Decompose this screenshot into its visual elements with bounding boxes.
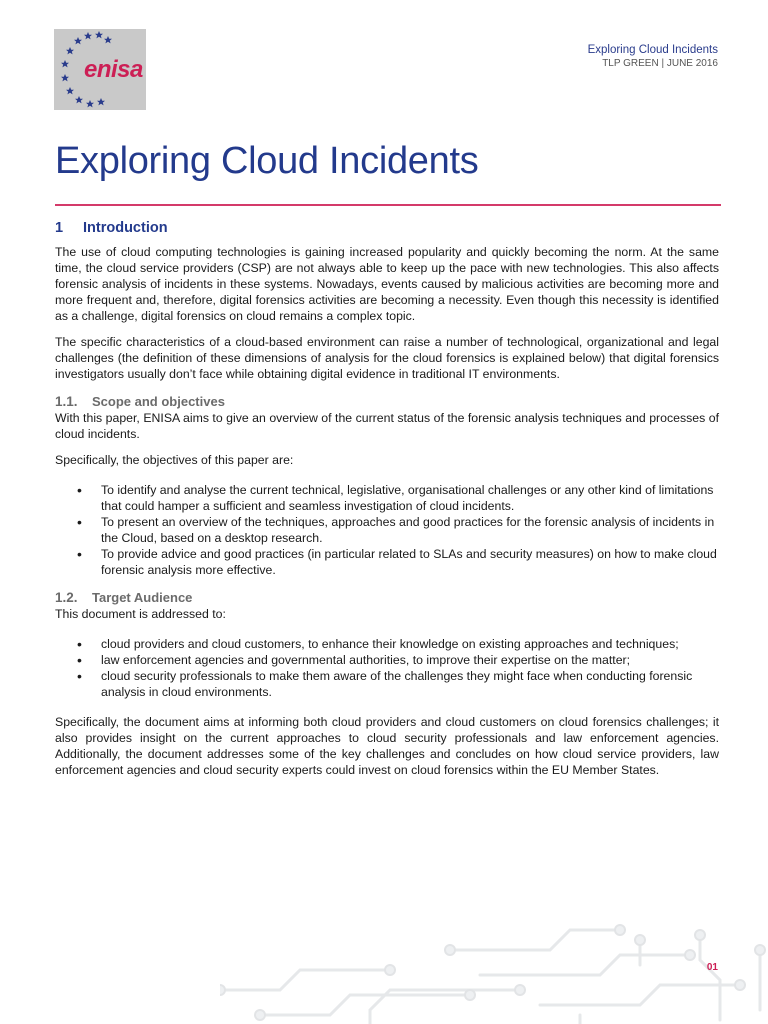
section-1-1-title: Scope and objectives [92,394,225,409]
section-1-heading [55,218,719,238]
section-1-2-number: 1.2. [55,590,78,605]
objectives-list [55,482,719,578]
list-item: • To present an overview of the techniques, approaches and good practices for the forensic analysis of incidents in the Cloud, based on a desktop research. [55,514,719,546]
paragraph: With this paper, ENISA aims to give an overview of the current status of the forensic analysis techniques and processes of cloud incidents. [55,411,719,441]
section-1-1-number: 1.1. [55,394,78,409]
audience-list [55,636,719,700]
document-body [55,218,719,788]
paragraph: This document is addressed to: [55,607,226,621]
paragraph: Specifically, the objectives of this paper are: [55,453,294,467]
enisa-logo [54,29,146,110]
list-item: • To provide advice and good practices (in particular related to SLAs and security measures) on how to make cloud forensic analysis more effective. [55,546,719,578]
section-1-2-title: Target Audience [92,590,193,605]
header-title: Exploring Cloud Incidents [587,44,718,56]
list-item: • To identify and analyse the current technical, legislative, organisational challenges or any other kind of limitations that could hamper a sufficient and seamless investigation of cloud incidents. [55,482,719,514]
header-subtitle: TLP GREEN | JUNE 2016 [602,58,718,69]
page-number: 01 [706,962,718,973]
running-header [588,43,718,71]
list-item: • cloud security professionals to make them aware of the challenges they might face when conducting forensic analysis in cloud environments. [55,668,719,700]
paragraph: The use of cloud computing technologies is gaining increased popularity and quickly becoming the norm. At the same time, the cloud service providers (CSP) are not always able to keep up the pace with new technologies. This also affects forensic analysis of incidents in these systems. Nowadays, events caused by malicious activities are becoming more and more frequent and, therefore, digital forensics activities are becoming a necessity. Even though this necessity is identified as a challenge, digital forensics on cloud remains a complex topic. [55,245,719,323]
section-1-1-heading [55,394,719,410]
paragraph: Specifically, the document aims at informing both cloud providers and cloud customers on cloud forensics challenges; it also provides insight on the current approaches to cloud security professionals and law enforcement agencies. Additionally, the document addresses some of the key challenges and concludes on how cloud service providers, law enforcement agencies and cloud security experts could invest on cloud forensics within the EU Member States. [55,715,719,777]
document-title: Exploring Cloud Incidents [55,140,479,182]
paragraph: The specific characteristics of a cloud-based environment can raise a number of technological, organizational and legal challenges (the definition of these dimensions of analysis for the cloud forensics is explained below) that digital forensics investigators usually don’t face while obtaining digital evidence in traditional IT environments. [55,335,719,381]
section-1-title: Introduction [83,220,168,236]
section-1-2-heading [55,590,719,606]
section-1-number: 1 [55,220,64,236]
list-item: • cloud providers and cloud customers, to enhance their knowledge on existing approaches and techniques; [55,636,719,652]
list-item: • law enforcement agencies and governmental authorities, to improve their expertise on the matter; [55,652,719,668]
logo-text: enisa [84,56,143,83]
circuit-board-icon [220,920,768,1024]
title-divider [55,204,721,206]
